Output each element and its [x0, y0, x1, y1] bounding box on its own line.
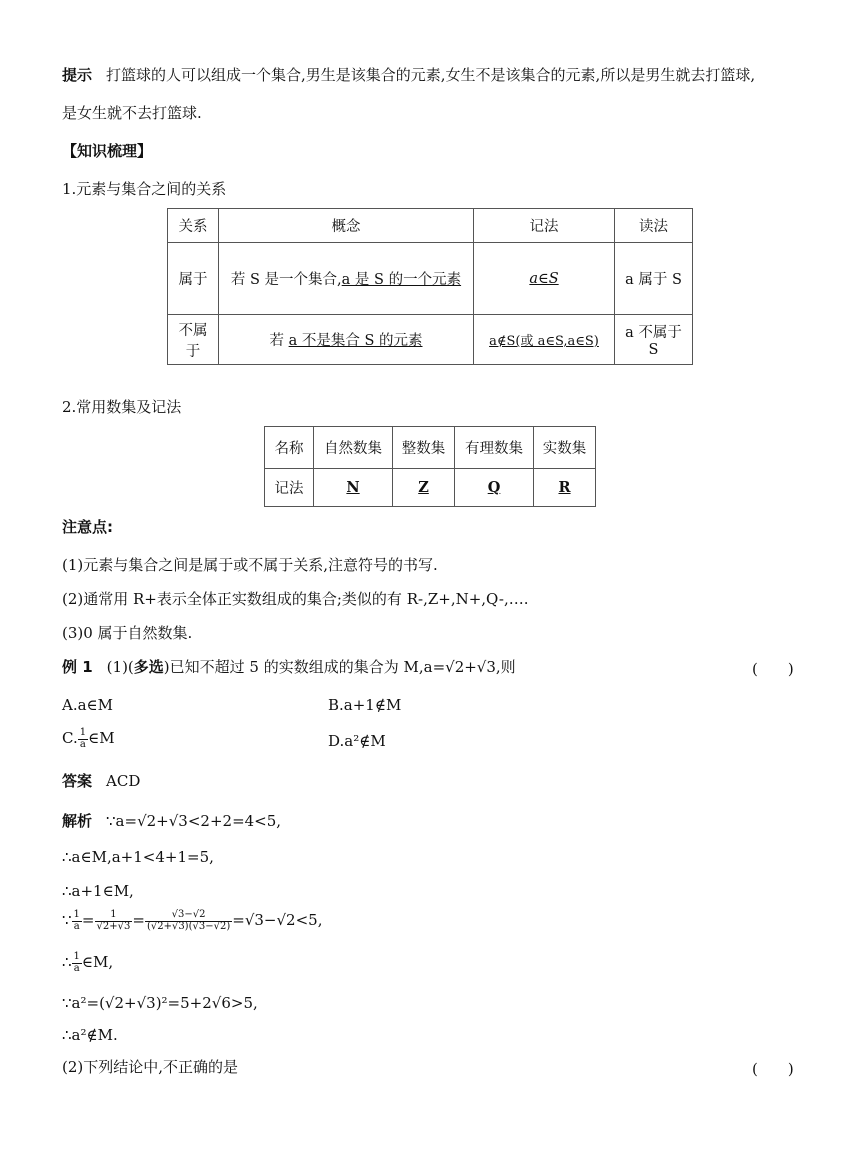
row1-notation — [474, 243, 615, 315]
row2-reading: a 不属于 S — [615, 315, 693, 365]
s4-frac-3 — [145, 910, 232, 932]
notation-natural: N — [314, 469, 393, 507]
option-c-suffix: ∈M — [88, 729, 115, 747]
row1-concept-a: 若 S 是一个集合, — [230, 272, 342, 288]
answer-line — [62, 772, 140, 790]
header-concept: 概念 — [219, 209, 474, 243]
frac-num: 1 — [73, 909, 80, 920]
part1-tag: 多选 — [133, 658, 164, 676]
table-row — [265, 427, 596, 469]
answer-label: 答案 — [62, 772, 93, 790]
s4-eq-2: = — [132, 911, 145, 929]
answer-paren-1: ( ) — [752, 660, 794, 678]
frac-den: √2+√3 — [96, 920, 131, 932]
frac-den: a — [73, 962, 80, 974]
option-d: D.a²∉M — [328, 732, 386, 750]
item2-title: 2.常用数集及记法 — [62, 398, 182, 416]
row2-notation — [474, 315, 615, 365]
section-title: 【知识梳理】 — [62, 142, 153, 160]
analysis-label: 解析 — [62, 812, 93, 830]
part1-text: )已知不超过 5 的实数组成的集合为 M,a=√2+√3,则 — [163, 658, 516, 676]
frac-den: (√2+√3)(√3−√2) — [146, 920, 231, 932]
hint-line-1 — [62, 66, 755, 84]
notation-integer: Z — [393, 469, 455, 507]
note-2: (2)通常用 R+表示全体正实数组成的集合;类似的有 R-,Z+,N+,Q-,…. — [62, 590, 529, 608]
row1-concept-b: a 是 S 的一个元素 — [341, 272, 462, 288]
note-3: (3)0 属于自然数集. — [62, 624, 193, 642]
notation-rational: Q — [454, 469, 533, 507]
frac-num: 1 — [95, 910, 133, 922]
analysis-step-3: ∴a+1∈M, — [62, 882, 134, 900]
analysis-line-1 — [62, 812, 281, 830]
relation-table-header — [168, 209, 693, 243]
s4-frac-1 — [72, 910, 82, 932]
analysis-step-6: ∵a²=(√2+√3)²=5+2√6>5, — [62, 994, 258, 1012]
notation-real: R — [534, 469, 596, 507]
analysis-step-5 — [62, 952, 113, 974]
option-b: B.a+1∉M — [328, 696, 402, 714]
example-label: 例 1 — [62, 658, 93, 676]
row1-relation: 属于 — [168, 243, 219, 315]
row1-concept — [219, 243, 474, 315]
header-notation: 记法 — [474, 209, 615, 243]
frac-num: √3−√2 — [145, 910, 232, 922]
relation-table — [167, 208, 693, 365]
row2-notation-text: a∉S(或 a∈S,a∈S) — [489, 334, 599, 349]
s5-frac — [72, 952, 82, 974]
option-c-prefix: C. — [62, 729, 78, 747]
table-row — [265, 469, 596, 507]
hint-line-2: 是女生就不去打篮球. — [62, 104, 202, 122]
s4-frac-2 — [95, 910, 133, 932]
hint-text-1: 打篮球的人可以组成一个集合,男生是该集合的元素,女生不是该集合的元素,所以是男生就去打篮球, — [106, 66, 756, 84]
option-a: A.a∈M — [62, 696, 114, 714]
s4-prefix: ∵ — [62, 911, 72, 929]
header-reading: 读法 — [615, 209, 693, 243]
label-notation: 记法 — [265, 469, 314, 507]
answer-paren-2: ( ) — [752, 1060, 794, 1078]
part1-prefix: (1)( — [106, 658, 134, 676]
analysis-step-1: ∵a=√2+√3<2+2=4<5, — [106, 812, 282, 830]
s4-eq-1: = — [81, 911, 95, 929]
row2-concept-a: 若 — [269, 333, 289, 349]
row1-notation-text: a∈S — [529, 270, 559, 287]
s4-suffix: =√3−√2<5, — [232, 911, 323, 929]
row2-concept — [219, 315, 474, 365]
item1-title: 1.元素与集合之间的关系 — [62, 180, 227, 198]
row2-concept-b: a 不是集合 S 的元素 — [288, 333, 423, 349]
frac-den: a — [79, 738, 86, 750]
number-set-table — [264, 426, 596, 507]
s5-suffix: ∈M, — [81, 953, 114, 971]
row2-relation: 不属于 — [168, 315, 219, 365]
name-real: 实数集 — [534, 427, 596, 469]
analysis-step-2: ∴a∈M,a+1<4+1=5, — [62, 848, 214, 866]
frac-num: 1 — [79, 727, 87, 738]
analysis-step-4 — [62, 910, 322, 932]
name-natural: 自然数集 — [314, 427, 393, 469]
example1-part2: (2)下列结论中,不正确的是 — [62, 1058, 239, 1076]
option-c-fraction — [78, 728, 88, 750]
label-name: 名称 — [265, 427, 314, 469]
table-row — [168, 243, 693, 315]
answer-value: ACD — [106, 772, 141, 790]
header-relation: 关系 — [168, 209, 219, 243]
note-1: (1)元素与集合之间是属于或不属于关系,注意符号的书写. — [62, 556, 438, 574]
example1-question — [62, 658, 516, 676]
analysis-step-7: ∴a²∉M. — [62, 1026, 118, 1044]
name-integer: 整数集 — [393, 427, 455, 469]
notes-title: 注意点: — [62, 518, 113, 536]
hint-label: 提示 — [62, 66, 93, 84]
frac-num: 1 — [73, 951, 80, 962]
option-c — [62, 728, 115, 750]
row1-reading: a 属于 S — [615, 243, 693, 315]
name-rational: 有理数集 — [454, 427, 533, 469]
s5-prefix: ∴ — [62, 953, 72, 971]
frac-den: a — [73, 920, 80, 932]
table-row — [168, 315, 693, 365]
